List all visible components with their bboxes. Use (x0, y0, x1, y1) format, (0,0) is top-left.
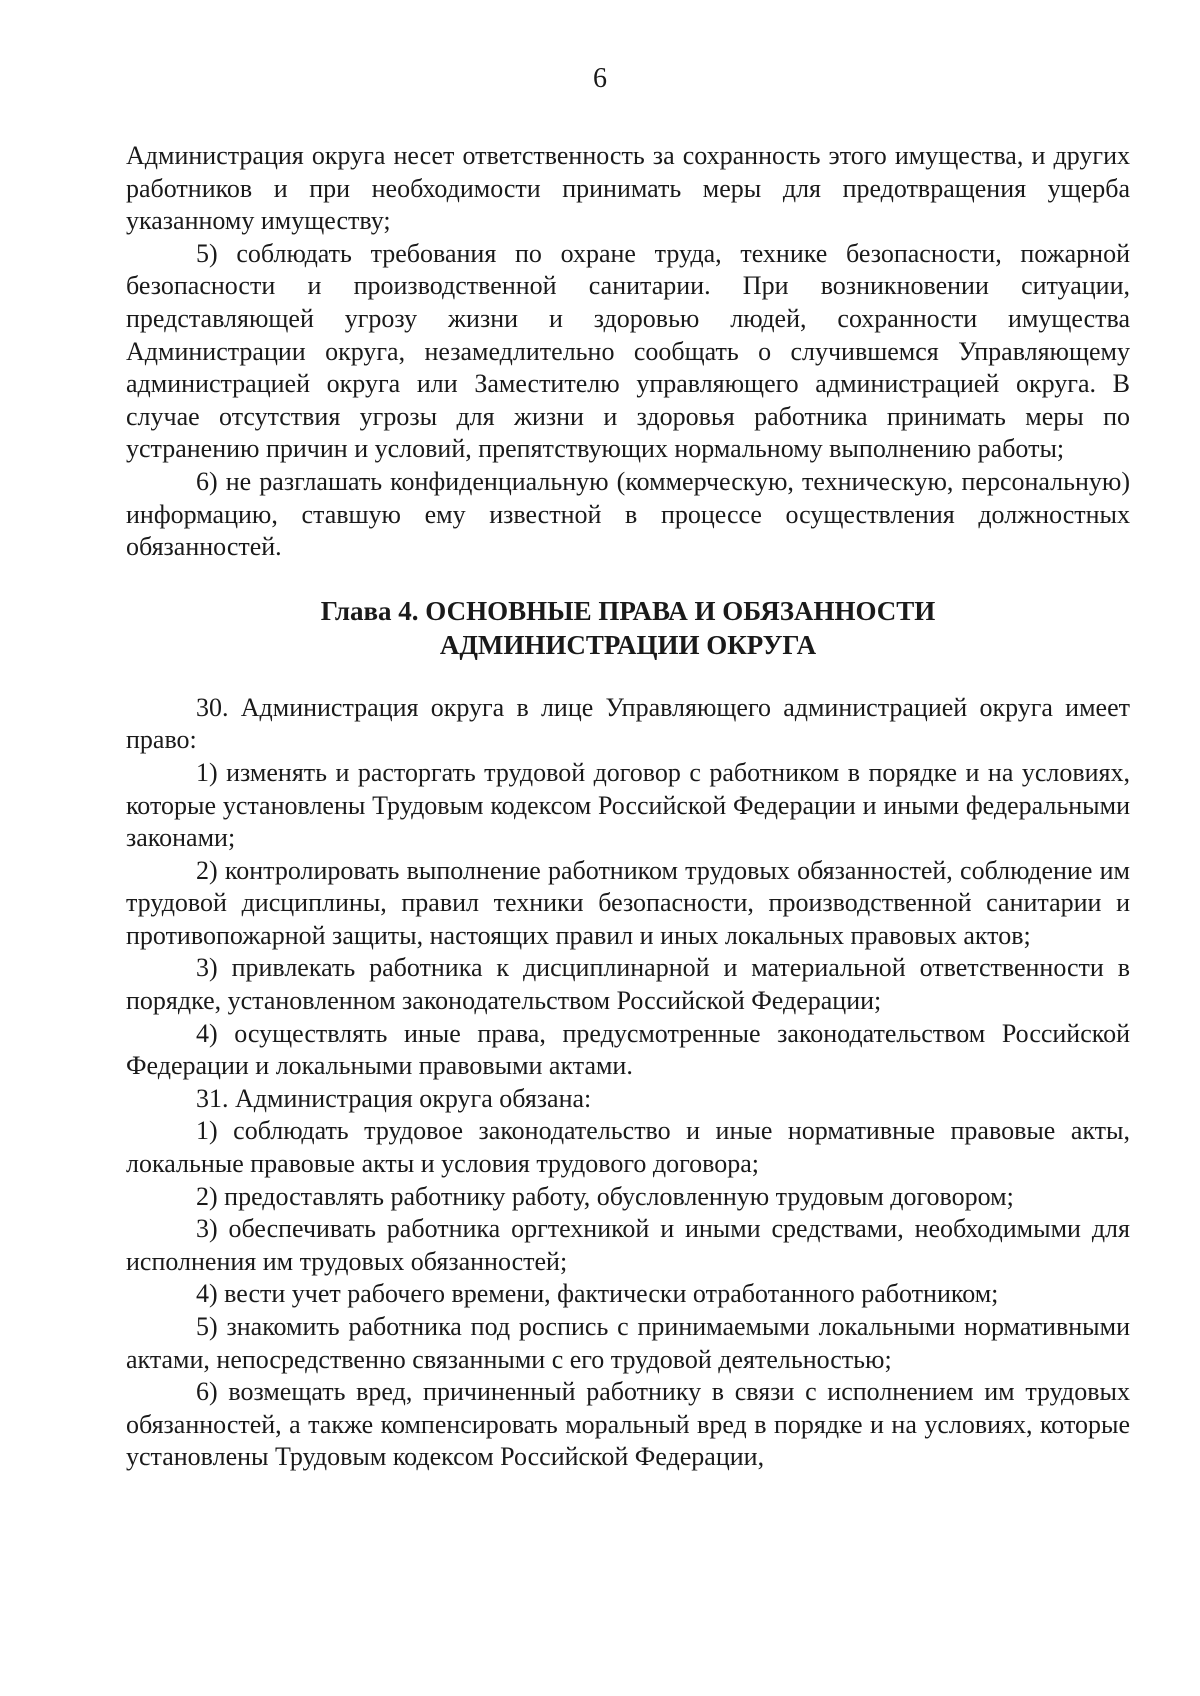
paragraph: 30. Администрация округа в лице Управляющего администрацией округа имеет право: (126, 692, 1130, 755)
paragraph: 4) осуществлять иные права, предусмотренные законодательством Российской Федерации и локальными правовыми актами. (126, 1018, 1130, 1081)
paragraph: 1) изменять и расторгать трудовой договор с работником в порядке и на условиях, которые установлены Трудовым кодексом Российской Федерации и иными федеральными законами; (126, 757, 1130, 853)
paragraph: 2) контролировать выполнение работником трудовых обязанностей, соблюдение им трудовой дисциплины, правил техники безопасности, производственной санитарии и противопожарной защиты, настоящих правил и иных локальных правовых актов; (126, 855, 1130, 950)
paragraph: 5) знакомить работника под роспись с принимаемыми локальными нормативными актами, непосредственно связанными с его трудовой деятельностью; (126, 1312, 1130, 1374)
chapter-heading (126, 594, 1130, 662)
paragraph: 5) соблюдать требования по охране труда, технике безопасности, пожарной безопасности и производственной санитарии. При возникновении ситуации, представляющей угрозу жизни и здоровью людей, сохранности имущества Администрации округа, незамедлительно сообщать о случившемся Управляющему администрацией округа или Заместителю управляющего администрацией округа. В случае отсутствия угрозы для жизни и здоровья работника принимать меры по устранению причин и условий, препятствующих нормальному выполнению работы; (126, 238, 1130, 464)
paragraphs-bottom (126, 692, 1130, 1474)
paragraph: 6) возмещать вред, причиненный работнику в связи с исполнением им трудовых обязанностей, а также компенсировать моральный вред в порядке и на условиях, которые установлены Трудовым кодексом Российской Федерации, (126, 1377, 1130, 1472)
document-body (126, 140, 1130, 1474)
paragraph: 2) предоставлять работнику работу, обусловленную трудовым договором; (196, 1181, 1014, 1211)
chapter-heading-line-2: АДМИНИСТРАЦИИ ОКРУГА (439, 629, 817, 660)
paragraph: Администрация округа несет ответственность за сохранность этого имущества, и других работников и при необходимости принимать меры для предотвращения ущерба указанному имуществу; (126, 141, 1130, 236)
paragraphs-top (126, 140, 1130, 564)
paragraph: 1) соблюдать трудовое законодательство и иные нормативные правовые акты, локальные правовые акты и условия трудового договора; (126, 1116, 1130, 1179)
paragraph: 31. Администрация округа обязана: (196, 1083, 592, 1113)
page-number: 6 (593, 63, 607, 94)
paragraph: 3) привлекать работника к дисциплинарной и материальной ответственности в порядке, установленном законодательством Российской Федерации; (126, 953, 1130, 1016)
paragraph: 4) вести учет рабочего времени, фактически отработанного работником; (196, 1279, 999, 1309)
paragraph: 6) не разглашать конфиденциальную (коммерческую, техническую, персональную) информацию, ставшую ему известной в процессе осуществления должностных обязанностей. (126, 466, 1130, 562)
paragraph: 3) обеспечивать работника оргтехникой и иными средствами, необходимыми для исполнения им трудовых обязанностей; (126, 1214, 1130, 1276)
chapter-heading-line-1: Глава 4. ОСНОВНЫЕ ПРАВА И ОБЯЗАННОСТИ (320, 595, 936, 626)
